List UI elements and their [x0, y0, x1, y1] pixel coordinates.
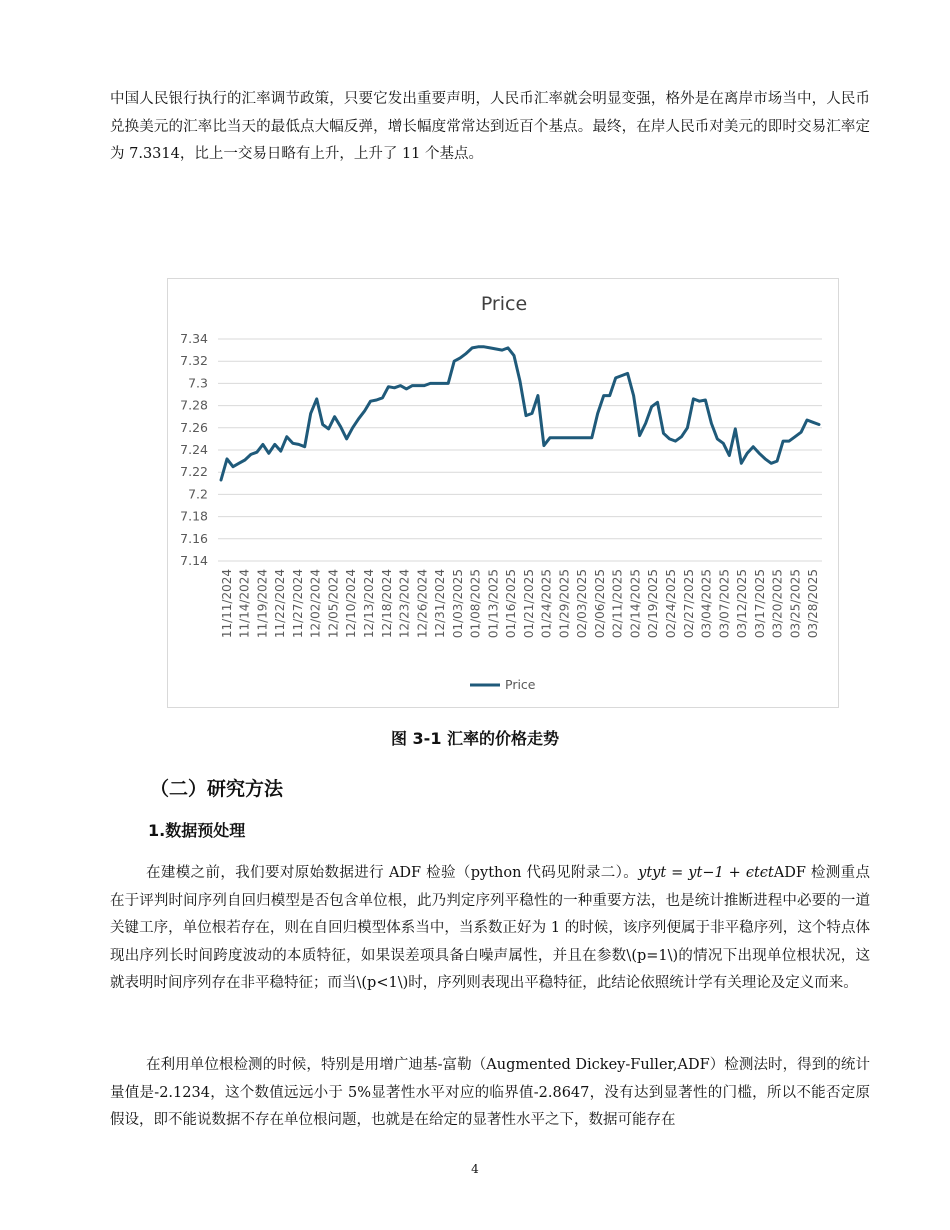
price-data-point: [573, 437, 575, 439]
price-line-chart-svg: [168, 279, 840, 709]
price-data-point: [788, 440, 790, 442]
x-tick-label: 01/16/2025: [504, 569, 519, 639]
legend-label: Price: [505, 677, 536, 692]
price-data-point: [280, 450, 282, 452]
x-tick-label: 01/29/2025: [557, 569, 572, 639]
price-data-point: [567, 437, 569, 439]
price-data-point: [441, 383, 443, 385]
price-data-point: [232, 466, 234, 468]
price-data-point: [334, 416, 336, 418]
y-tick-label: 7.26: [180, 419, 208, 435]
price-data-point: [806, 419, 808, 421]
price-data-point: [675, 440, 677, 442]
x-tick-label: 12/31/2024: [433, 569, 448, 639]
price-data-point: [764, 458, 766, 460]
price-data-point: [597, 413, 599, 415]
x-tick-label: 12/13/2024: [362, 569, 376, 639]
price-data-point: [238, 463, 240, 465]
price-data-point: [256, 451, 258, 453]
x-tick-label: 02/27/2025: [681, 569, 696, 639]
x-tick-label: 03/04/2025: [699, 569, 714, 639]
price-data-point: [370, 400, 372, 402]
price-data-point: [453, 360, 455, 362]
price-data-point: [776, 460, 778, 462]
x-tick-label: 01/21/2025: [521, 569, 536, 639]
price-data-point: [687, 427, 689, 429]
price-data-point: [424, 385, 426, 387]
price-data-point: [412, 385, 414, 387]
price-data-point: [549, 437, 551, 439]
x-tick-label: 02/19/2025: [646, 569, 661, 639]
price-data-point: [513, 355, 515, 357]
y-tick-label: 7.24: [180, 442, 208, 457]
price-data-point: [645, 423, 647, 425]
x-tick-label: 12/02/2024: [308, 569, 323, 639]
y-tick-label: 7.3: [188, 375, 208, 391]
y-tick-label: 7.2: [188, 486, 208, 502]
y-tick-label: 7.28: [180, 397, 208, 413]
x-tick-label: 03/17/2025: [752, 569, 767, 639]
price-data-point: [376, 399, 378, 401]
x-tick-label: 02/11/2025: [610, 569, 625, 639]
price-data-point: [316, 398, 318, 400]
price-data-point: [729, 455, 731, 457]
price-data-point: [585, 437, 587, 439]
price-data-point: [525, 415, 527, 417]
price-data-point: [800, 431, 802, 433]
price-data-point: [717, 438, 719, 440]
adf-paragraph: [110, 860, 870, 998]
price-data-point: [752, 446, 754, 448]
price-data-point: [322, 424, 324, 426]
y-tick-label: 7.34: [180, 331, 208, 346]
y-tick-label: 7.32: [180, 353, 208, 369]
price-data-point: [274, 444, 276, 446]
page-number: 4: [471, 1162, 479, 1176]
x-tick-label: 02/24/2025: [664, 569, 678, 639]
adf-formula: ytyt = yt−1 + ϵtϵt: [638, 865, 774, 881]
x-tick-label: 02/14/2025: [628, 569, 643, 639]
x-tick-label: 12/10/2024: [344, 569, 359, 639]
subsection-heading: 1.数据预处理: [148, 821, 246, 840]
section-heading: （二）研究方法: [150, 778, 284, 800]
price-data-point: [364, 410, 366, 412]
price-data-point: [220, 479, 222, 481]
x-tick-label: 12/05/2024: [326, 569, 341, 639]
price-data-point: [394, 387, 396, 389]
price-data-point: [770, 463, 772, 465]
price-data-point: [740, 463, 742, 465]
adf-paragraph-body: ADF 检测重点在于评判时间序列自回归模型是否包含单位根，此乃判定序列平稳性的一种重要方法，也是统计推断进程中必要的一道关键工序，单位根若存在，则在自回归模型体系当中，当系数正好为 1 的时候，该序列便属于非平稳序列，这个特点体现出序列长时间跨度波动的本质特征，如果误差项具备白噪声属性，并且在参数\(p=1\)的情况下出现单位根状况，这就表明时间序列存在非平稳特征；而当\(p<1\)时，序列则表现出平稳特征，此结论依照统计学有关理论及定义而来。: [110, 865, 870, 991]
price-data-point: [723, 443, 725, 445]
x-tick-label: 03/07/2025: [717, 569, 732, 639]
price-data-point: [268, 453, 270, 455]
price-data-point: [758, 453, 760, 455]
price-data-point: [501, 349, 503, 351]
adf-paragraph-intro: 在建模之前，我们要对原始数据进行 ADF 检验（python 代码见附录二）。: [146, 865, 639, 881]
price-data-point: [340, 426, 342, 428]
price-data-point: [627, 373, 629, 375]
price-data-point: [519, 380, 521, 382]
x-tick-label: 11/22/2024: [273, 569, 288, 639]
price-data-point: [639, 435, 641, 437]
price-data-point: [328, 428, 330, 430]
price-data-point: [561, 437, 563, 439]
price-data-point: [286, 436, 288, 438]
x-tick-label: 03/28/2025: [806, 569, 821, 639]
price-data-point: [507, 347, 509, 349]
x-tick-label: 01/08/2025: [468, 569, 483, 639]
price-data-point: [633, 395, 635, 397]
price-data-point: [358, 418, 360, 420]
y-tick-label: 7.14: [180, 553, 208, 568]
price-data-point: [495, 348, 497, 350]
price-data-point: [657, 401, 659, 403]
price-data-point: [346, 438, 348, 440]
price-data-point: [543, 445, 545, 447]
price-data-point: [699, 400, 701, 402]
price-data-point: [262, 444, 264, 446]
price-data-point: [609, 395, 611, 397]
figure-caption: 图 3-1 汇率的价格走势: [390, 729, 560, 748]
x-tick-label: 11/19/2024: [255, 569, 270, 639]
x-tick-label: 11/14/2024: [237, 569, 252, 639]
x-tick-label: 11/11/2024: [219, 569, 234, 639]
x-tick-label: 02/03/2025: [575, 569, 590, 639]
price-data-point: [477, 346, 479, 348]
price-data-point: [663, 433, 665, 435]
price-data-point: [244, 459, 246, 461]
x-tick-label: 03/25/2025: [788, 569, 803, 639]
price-data-point: [669, 438, 671, 440]
price-data-point: [250, 454, 252, 456]
price-data-point: [621, 375, 623, 377]
price-data-point: [471, 347, 473, 349]
price-data-point: [226, 458, 228, 460]
price-chart: [167, 278, 839, 708]
price-data-point: [489, 347, 491, 349]
price-data-point: [459, 357, 461, 359]
price-data-point: [555, 437, 557, 439]
price-data-point: [579, 437, 581, 439]
price-data-point: [310, 413, 312, 415]
price-data-point: [615, 377, 617, 379]
price-data-point: [681, 436, 683, 438]
x-tick-label: 02/06/2025: [592, 569, 607, 639]
price-data-point: [298, 444, 300, 446]
price-data-point: [591, 437, 593, 439]
x-tick-label: 12/23/2024: [397, 569, 412, 639]
price-data-point: [818, 424, 820, 426]
price-data-point: [711, 423, 713, 425]
price-data-point: [430, 383, 432, 385]
price-data-point: [651, 406, 653, 408]
x-tick-label: 01/03/2025: [450, 569, 465, 639]
y-tick-label: 7.18: [180, 508, 208, 524]
y-tick-label: 7.16: [180, 530, 208, 546]
price-data-point: [465, 353, 467, 355]
price-data-point: [304, 446, 306, 448]
price-data-point: [292, 443, 294, 445]
x-tick-label: 01/24/2025: [539, 569, 554, 639]
price-data-point: [483, 346, 485, 348]
x-tick-label: 12/26/2024: [415, 569, 430, 639]
price-data-point: [812, 421, 814, 423]
price-data-point: [352, 427, 354, 429]
price-data-point: [388, 386, 390, 388]
price-data-point: [406, 388, 408, 390]
price-data-point: [400, 385, 402, 387]
price-data-point: [794, 436, 796, 438]
price-data-point: [782, 440, 784, 442]
price-data-point: [447, 383, 449, 385]
x-tick-label: 01/13/2025: [486, 569, 501, 639]
price-data-point: [734, 428, 736, 430]
price-data-point: [382, 397, 384, 399]
price-data-point: [537, 395, 539, 397]
x-tick-label: 11/27/2024: [290, 569, 305, 639]
price-data-point: [435, 383, 437, 385]
price-data-point: [693, 398, 695, 400]
x-tick-label: 03/20/2025: [770, 569, 785, 639]
price-data-point: [531, 413, 533, 415]
intro-paragraph: 中国人民银行执行的汇率调节政策，只要它发出重要声明，人民币汇率就会明显变强，格外是在离岸市场当中，人民币兑换美元的汇率比当天的最低点大幅反弹，增长幅度常常达到近百个基点。最终，在岸人民币对美元的即时交易汇率定为 7.3314，比上一交易日略有上升，上升了 11 个基点。: [110, 91, 870, 162]
x-tick-label: 03/12/2025: [735, 569, 750, 639]
price-data-point: [746, 453, 748, 455]
price-data-point: [603, 395, 605, 397]
price-data-point: [418, 385, 420, 387]
x-tick-label: 12/18/2024: [379, 569, 394, 639]
y-tick-label: 7.22: [180, 464, 208, 480]
chart-title: Price: [480, 293, 528, 315]
price-data-point: [705, 399, 707, 401]
unit-root-paragraph: 在利用单位根检测的时候，特别是用增广迪基-富勒（Augmented Dickey-Fuller,ADF）检测法时，得到的统计量值是-2.1234，这个数值远远小于 5%显著性水平对应的临界值-2.8647，没有达到显著性的门槛，所以不能否定原假设，即不能说数据不存在单位根问题，也就是在给定的显著性水平之下，数据可能存在: [110, 1057, 870, 1128]
